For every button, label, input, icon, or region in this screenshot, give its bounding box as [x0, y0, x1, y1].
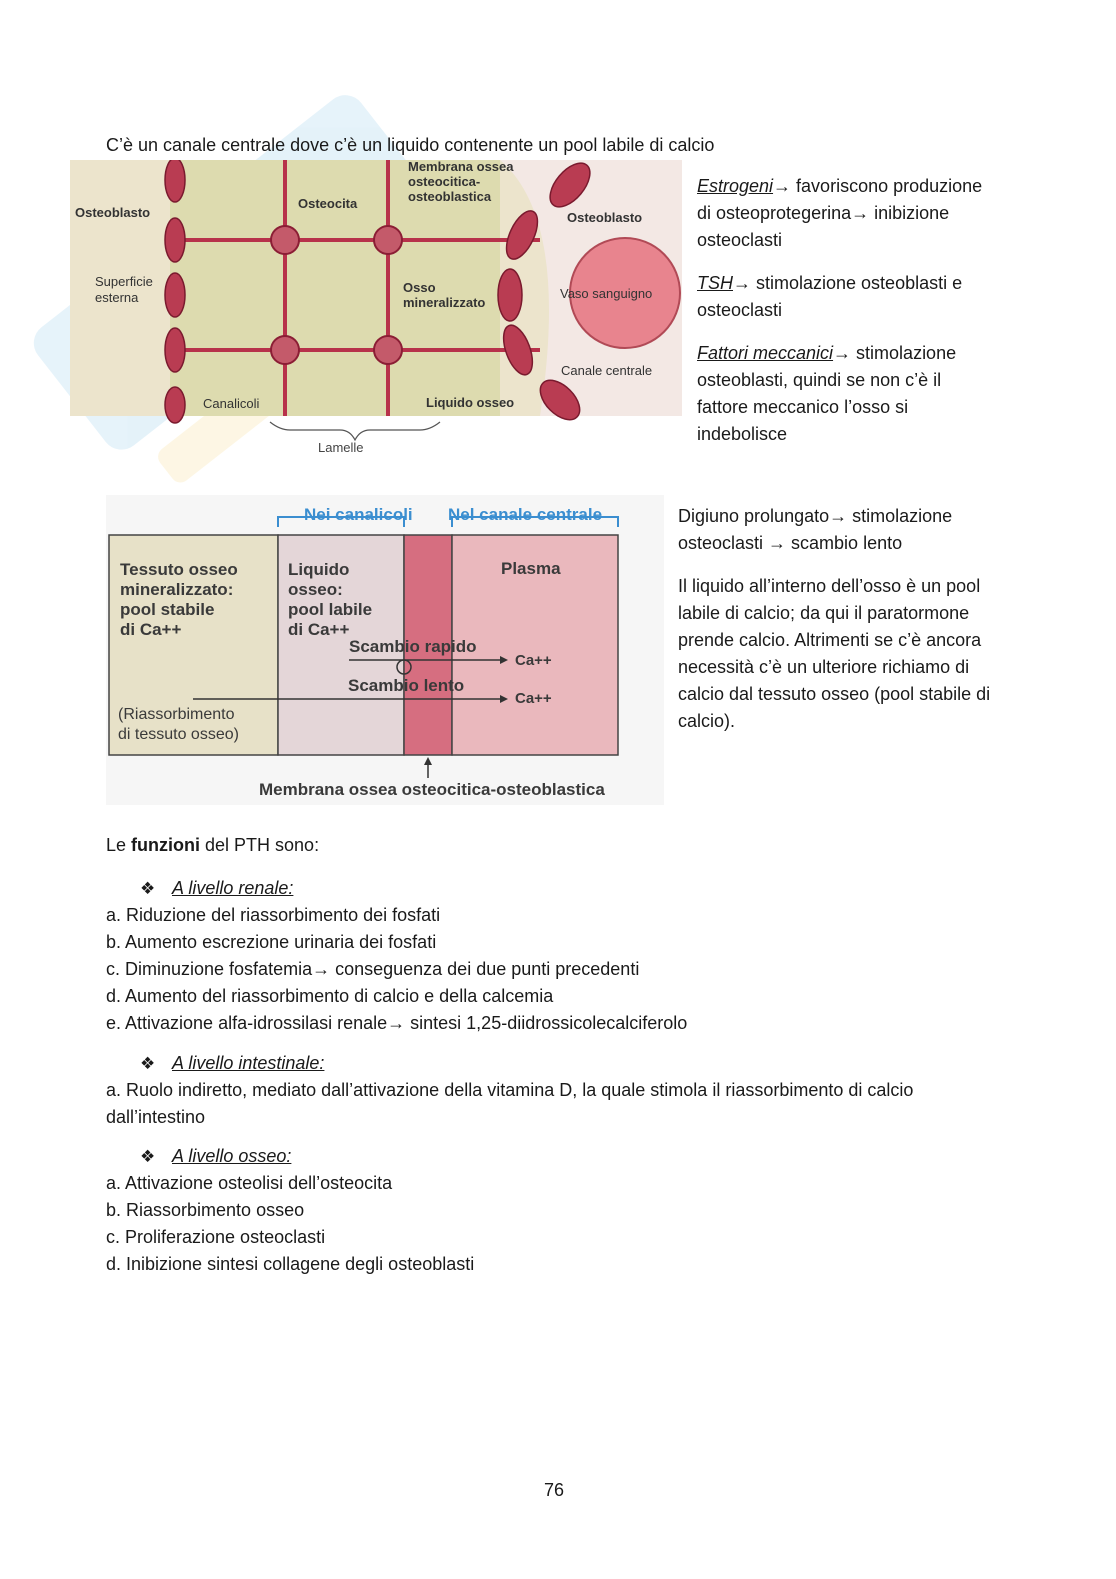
section-title-renale: ❖ A livello renale: [106, 875, 687, 902]
label-canalicoli: Canalicoli [203, 396, 260, 411]
col1-note-2: di tessuto osseo) [118, 726, 239, 743]
list-item: dall’intestino [106, 1107, 206, 1127]
section-intestinale [106, 1050, 913, 1131]
list-item: c. Proliferazione osteoclasti [106, 1227, 326, 1247]
side-notes-1 [697, 173, 1027, 464]
four-diamond-icon: ❖ [140, 879, 156, 898]
label-superficie-1: Superficie [95, 274, 153, 289]
label-osso-1: Osso [403, 280, 436, 295]
label-liquido: Liquido osseo [426, 395, 515, 410]
membrane-caption: Membrana ossea osteocitica-osteoblastica [259, 780, 605, 799]
label-osteocita: Osteocita [298, 196, 358, 211]
col2-line4: di Ca++ [288, 620, 350, 639]
funzioni-heading: Le funzioni del PTH sono: [106, 835, 320, 855]
note-fattori: Fattori meccanici→ stimolazione osteoblasti, quindi se non c’è il fattore meccanico l’osso si indebolisce [697, 343, 957, 444]
note-estrogeni: Estrogeni→ favoriscono produzione di osteoprotegerina→ inibizione osteoclasti [697, 176, 983, 250]
note-digiuno: Digiuno prolungato→ stimolazione osteoclasti → scambio lento [678, 506, 953, 553]
label-membrana-3: osteoblastica [408, 189, 492, 204]
ca-label-1: Ca++ [515, 652, 552, 669]
label-superficie-2: esterna [95, 290, 139, 305]
col1-line4: di Ca++ [120, 620, 182, 639]
slow-exchange-label: Scambio lento [348, 676, 465, 695]
col1-line1: Tessuto osseo [120, 560, 238, 579]
label-membrana-2: osteocitica- [408, 174, 481, 189]
four-diamond-icon: ❖ [140, 1147, 156, 1166]
calcium-exchange-figure [106, 495, 664, 805]
list-item: a. Ruolo indiretto, mediato dall’attivazione della vitamina D, la quale stimola il riassorbimento di calcio [106, 1080, 914, 1100]
label-membrana-1: Membrana ossea [408, 160, 514, 174]
ca-label-2: Ca++ [515, 690, 552, 707]
list-item: e. Attivazione alfa-idrossilasi renale→ sintesi 1,25-diidrossicolecalciferolo [106, 1013, 688, 1033]
list-item: d. Inibizione sintesi collagene degli osteoblasti [106, 1254, 475, 1274]
four-diamond-icon: ❖ [140, 1054, 156, 1073]
col2-line1: Liquido [288, 560, 350, 579]
plasma-label: Plasma [501, 559, 561, 578]
list-item: d. Aumento del riassorbimento di calcio e della calcemia [106, 986, 554, 1006]
col2-line2: osseo: [288, 580, 343, 599]
list-item: a. Attivazione osteolisi dell’osteocita [106, 1173, 393, 1193]
label-osteoblasto-right: Osteoblasto [567, 210, 643, 225]
lamelle-brace [270, 422, 440, 440]
section-renale [106, 875, 687, 1037]
note-liquido: Il liquido all’interno dell’osso è un pool labile di calcio; da qui il paratormone prende calcio. Altrimenti se c’è ancora necessità c’è un ulteriore richiamo di calcio dal tessuto osseo (pool stabile di calcio). [678, 576, 991, 731]
label-osso-2: mineralizzato [403, 295, 486, 310]
rapid-exchange-label: Scambio rapido [349, 637, 477, 656]
note-tsh: TSH→ stimolazione osteoblasti e osteoclasti [697, 273, 963, 320]
col1-line3: pool stabile [120, 600, 215, 619]
label-canale: Canale centrale [561, 363, 653, 378]
col1-note-1: (Riassorbimento [118, 706, 235, 723]
header-canalicoli: Nei canalicoli [304, 505, 413, 524]
section-title-intestinale: ❖ A livello intestinale: [106, 1050, 913, 1077]
label-vaso: Vaso sanguigno [560, 286, 653, 301]
col1-line2: mineralizzato: [120, 580, 234, 599]
col2-line3: pool labile [288, 600, 373, 619]
list-item: c. Diminuzione fosfatemia→ conseguenza dei due punti precedenti [106, 959, 640, 979]
label-osteoblasto-left: Osteoblasto [75, 205, 151, 220]
side-notes-2 [678, 503, 1018, 751]
list-item: b. Aumento escrezione urinaria dei fosfati [106, 932, 437, 952]
page-number: 76 [544, 1480, 565, 1500]
list-item: b. Riassorbimento osseo [106, 1200, 305, 1220]
intro-text: C’è un canale centrale dove c’è un liquido contenente un pool labile di calcio [106, 135, 715, 155]
section-osseo [106, 1143, 474, 1278]
section-title-osseo: ❖ A livello osseo: [106, 1143, 474, 1170]
bone-structure-figure [70, 160, 682, 460]
list-item: a. Riduzione del riassorbimento dei fosfati [106, 905, 441, 925]
header-canale: Nel canale centrale [448, 505, 603, 524]
label-lamelle: Lamelle [318, 440, 364, 455]
